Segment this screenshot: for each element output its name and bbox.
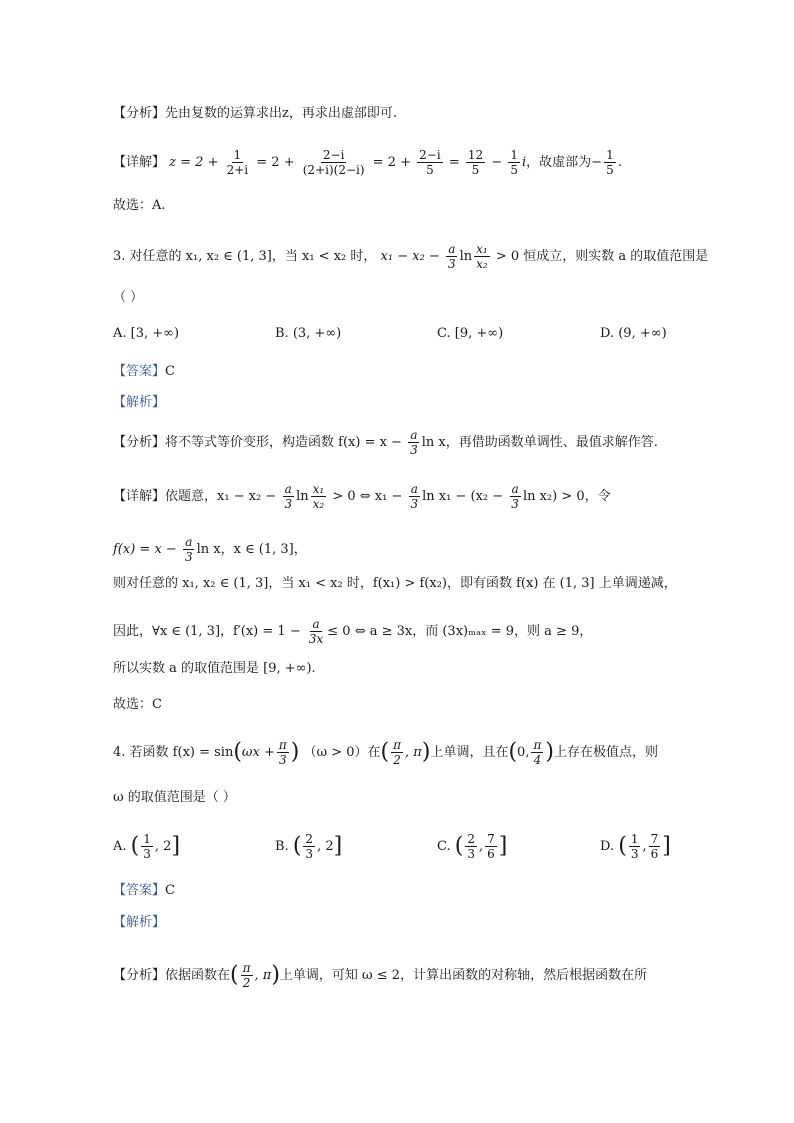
detail-tag: 【详解】 — [113, 155, 166, 170]
q3-range: 所以实数 a 的取值范围是 [9, +∞). — [113, 661, 316, 676]
q3-stem — [113, 242, 708, 271]
q3-option-a[interactable]: A. [3, +∞) — [113, 326, 180, 341]
q2-frac-3: $\frac{2-i}{5}$ — [419, 148, 441, 177]
q3-monotone: 则对任意的 x₁, x₂ ∈ (1, 3]，当 x₁ < x₂ 时，f(x₁) > f(x₂)，即有函数 f(x) 在 (1, 3] 上单调递减， — [113, 576, 677, 591]
q3-explain-line — [113, 393, 165, 413]
q2-frac-4: $\frac{12}{5}$ — [467, 148, 484, 177]
q4-option-b[interactable]: B. ( $\frac{2}{3}$ , 2] — [275, 832, 343, 861]
q3-f-def: f(x) = x − $\frac{a}{3}$ ln x，x ∈ (1, 3]， — [113, 535, 307, 564]
q2-frac-6: $\frac{1}{5}$ — [606, 148, 614, 177]
q2-i-unit: i — [521, 155, 527, 170]
answer-tag: 【答案】 — [113, 364, 166, 379]
q4-explain-line: 【解析】 — [113, 915, 166, 930]
q2-analysis-line — [113, 104, 397, 124]
q3-analysis-line: 【分析】将不等式等价变形，构造函数 f(x) = x − $\frac{a}{3}$ ln x，再借助函数单调性、最值求解作答. — [113, 428, 658, 457]
q3-option-c[interactable]: C. [9, +∞) — [437, 326, 504, 341]
q2-analysis-text: 先由复数的运算求出z，再求出虚部即可. — [165, 106, 397, 121]
q2-minus: − — [491, 155, 503, 170]
q2-frac-1: $\frac{1}{2+i}$ — [226, 148, 249, 177]
q4-stem: 4. 若函数 f(x) = sin(ωx + $\frac{\pi}{3}$ ) （ω > 0）在( $\frac{\pi}{2}$ , π)上单调，且在(0, $\frac{\pi}{4}$ )上存在极值点，则 — [113, 738, 658, 767]
q3-stem-1: 对任意的 x₁, x₂ ∈ (1, 3]，当 x₁ < x₂ 时， — [129, 249, 377, 264]
q3-frac-x: $\frac{\text{x₁}}{\text{x₂}}$ — [476, 242, 488, 271]
q2-frac-2: $\frac{2-i}{(2+i)(2-i)}$ — [302, 148, 365, 177]
q4-option-a[interactable]: A. ( $\frac{1}{3}$ , 2] — [113, 832, 181, 861]
explain-tag: 【解析】 — [113, 395, 166, 410]
q3-choice: 故选：C — [113, 697, 162, 712]
q2-eq-3: = — [448, 155, 460, 170]
q2-neg: − — [591, 155, 603, 170]
q4-stem-2: ω 的取值范围是（ ） — [113, 790, 236, 805]
q3-frac-analysis: $\frac{a}{3}$ — [410, 428, 418, 457]
q3-stem-ineq: x₁ − x₂ − — [380, 249, 440, 264]
q3-stem-2: > 0 恒成立，则实数 a 的取值范围是 — [495, 249, 709, 264]
q3-derivative: 因此，∀x ∈ (1, 3]，f′(x) = 1 − $\frac{a}{3x}$ ≤ 0 ⇔ a ≥ 3x，而 (3x)ₘₐₓ = 9，则 a ≥ 9， — [113, 617, 593, 646]
q4-answer-line: 【答案】C — [113, 883, 175, 898]
q2-detail-pre: z = 2 + — [169, 155, 219, 170]
q2-detail-line — [113, 148, 622, 177]
q4-analysis-line: 【分析】依据函数在( $\frac{\pi}{2}$ , π)上单调，可知 ω ≤ 2，计算出函数的对称轴，然后根据函数在所 — [113, 961, 648, 990]
q3-option-d[interactable]: D. (9, +∞) — [600, 326, 667, 341]
q2-detail-tail: ，故虚部为 — [526, 155, 592, 170]
q3-ln: ln — [459, 249, 473, 264]
q3-answer-line — [113, 362, 175, 382]
q4-answer: C — [165, 883, 175, 898]
q3-number: 3. — [113, 249, 126, 264]
q2-choice: 故选：A. — [113, 198, 166, 213]
q3-frac-a3: $\frac{a}{3}$ — [447, 242, 456, 271]
q2-eq-2: = 2 + — [372, 155, 411, 170]
q2-end-dot: . — [617, 155, 622, 170]
q3-detail-line: 【详解】依题意，x₁ − x₂ − $\frac{a}{3}$ ln $\frac{\text{x₁}}{\text{x₂}}$ > 0 ⇔ x₁ − $\frac{a}{3}$ ln x₁ − (x₂ − $\frac{a}{3}$ ln x₂) > 0，令 — [113, 482, 611, 511]
q4-option-d[interactable]: D. ( $\frac{1}{3}$ , $\frac{7}{6}$ ] — [600, 832, 671, 861]
q2-eq-1: = 2 + — [256, 155, 295, 170]
analysis-tag: 【分析】 — [113, 106, 166, 121]
q3-paren: （ ） — [113, 290, 144, 305]
q3-answer: C — [165, 364, 175, 379]
q3-option-b[interactable]: B. (3, +∞) — [275, 326, 342, 341]
q4-option-c[interactable]: C. ( $\frac{2}{3}$ , $\frac{7}{6}$ ] — [437, 832, 508, 861]
q2-frac-5: $\frac{1}{5}$ — [510, 148, 518, 177]
